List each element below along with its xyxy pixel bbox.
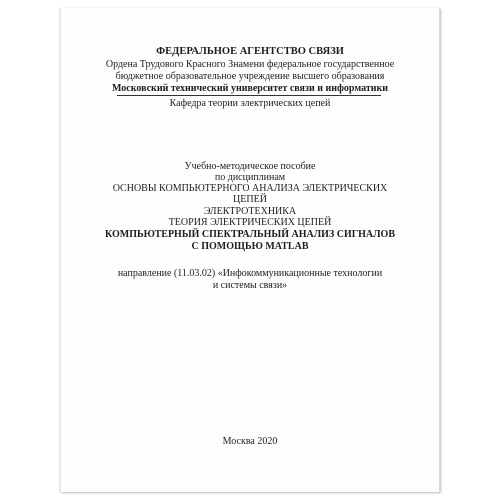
discipline-3: ТЕОРИЯ ЭЛЕКТРИЧЕСКИХ ЦЕПЕЙ — [168, 217, 332, 228]
discipline-1-line-2: ЦЕПЕЙ — [233, 194, 267, 205]
discipline-2: ЭЛЕКТРОТЕХНИКА — [203, 206, 297, 217]
study-direction-line-1: направление (11.03.02) «Инфокоммуникационные технологии — [117, 268, 383, 279]
institution-line-1: Ордена Трудового Красного Знамени федеральное государственное — [105, 59, 395, 70]
discipline-1-line-1: ОСНОВЫ КОМПЬЮТЕРНОГО АНАЛИЗА ЭЛЕКТРИЧЕСКИХ — [112, 183, 388, 194]
place-and-year: Москва 2020 — [222, 436, 278, 447]
header-divider — [117, 95, 381, 96]
manual-type: Учебно-методическое пособие — [184, 161, 316, 172]
document-title-line-1: КОМПЬЮТЕРНЫЙ СПЕКТРАЛЬНЫЙ АНАЛИЗ СИГНАЛОВ — [104, 229, 395, 240]
department-name: Кафедра теории электрических цепей — [169, 98, 331, 109]
disciplines-label: по дисциплинам — [214, 172, 286, 183]
institution-line-2: бюджетное образовательное учреждение высшего образования — [115, 71, 385, 82]
document-title-line-2: С ПОМОЩЬЮ MATLAB — [191, 241, 309, 252]
study-direction-line-2: и системы связи» — [212, 280, 288, 291]
university-name: Московский технический университет связи и информатики — [111, 83, 389, 94]
agency-name: ФЕДЕРАЛЬНОЕ АГЕНТСТВО СВЯЗИ — [156, 46, 344, 57]
